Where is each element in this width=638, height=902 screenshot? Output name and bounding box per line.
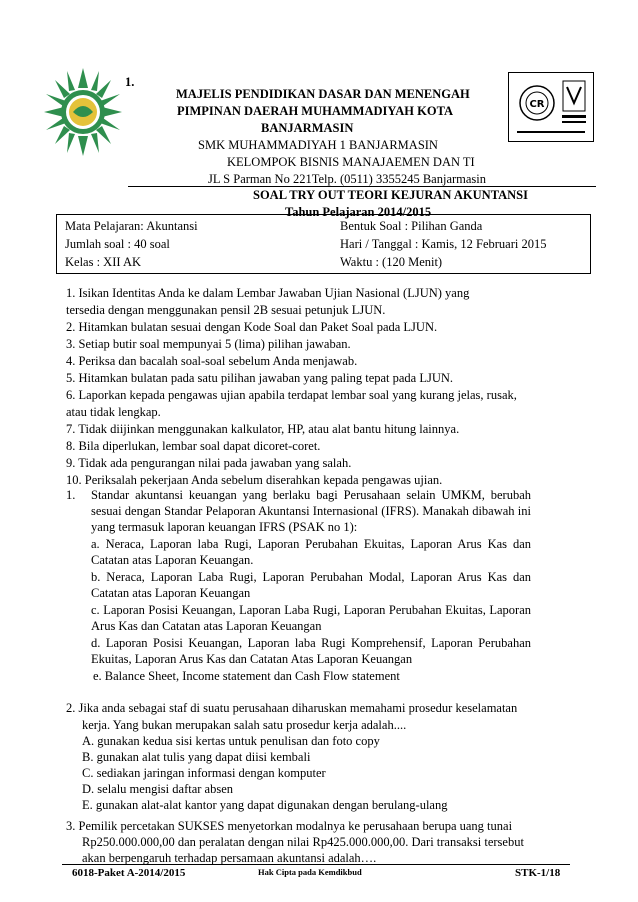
- instruction-item: 4. Periksa dan bacalah soal-soal sebelum Anda menjawab.: [66, 354, 358, 368]
- certification-logos-icon: [508, 72, 594, 142]
- instruction-item: tersedia dengan menggunakan pensil 2B sesuai petunjuk LJUN.: [66, 303, 386, 317]
- muhammadiyah-logo-icon: [42, 66, 124, 158]
- footer-rule: [62, 864, 570, 865]
- exam-year: Tahun Pelajaran 2014/2015: [285, 205, 432, 219]
- footer-right: STK-1/18: [515, 867, 561, 879]
- info-question-count: Jumlah soal : 40 soal: [65, 237, 170, 251]
- instruction-item: 1. Isikan Identitas Anda ke dalam Lembar Jawaban Ujian Nasional (LJUN) yang: [66, 286, 470, 300]
- exam-title: SOAL TRY OUT TEORI KEJURAN AKUNTANSI: [253, 188, 528, 202]
- question-2-option: E. gunakan alat-alat kantor yang dapat digunakan dengan berulang-ulang: [82, 798, 448, 812]
- question-2-options: [82, 733, 448, 813]
- question-1-option-c: c. Laporan Posisi Keuangan, Laporan Laba Rugi, Laporan Perubahan Ekuitas, Laporan Arus Kas dan Catatan atas Laporan Keuangan: [91, 603, 531, 633]
- instructions-list: [66, 285, 517, 488]
- instruction-item: 3. Setiap butir soal mempunyai 5 (lima) pilihan jawaban.: [66, 337, 351, 351]
- question-1-option-d: d. Laporan Posisi Keuangan, Laporan laba Rugi Komprehensif, Laporan Perubahan Ekuitas, Laporan Arus Kas dan Catatan Atas Laporan Keuangan: [91, 636, 531, 666]
- question-2-option: B. gunakan alat tulis yang dapat diisi kembali: [82, 750, 311, 764]
- header-line-6: JL S Parman No 221Telp. (0511) 3355245 Banjarmasin: [208, 172, 487, 186]
- info-class: Kelas : XII AK: [65, 255, 142, 269]
- question-3-line-3: akan berpengaruh terhadap persamaan akuntansi adalah….: [82, 851, 377, 865]
- instruction-item: 8. Bila diperlukan, lembar soal dapat dicoret-coret.: [66, 439, 321, 453]
- svg-text:CR: CR: [529, 99, 545, 110]
- question-1-option-a: a. Neraca, Laporan laba Rugi, Laporan Perubahan Ekuitas, Laporan Arus Kas dan Catatan atas Laporan Keuangan.: [91, 537, 531, 567]
- footer-center: Hak Cipta pada Kemdikbud: [258, 867, 362, 877]
- instruction-item: 5. Hitamkan bulatan pada satu pilihan jawaban yang paling tepat pada LJUN.: [66, 371, 454, 385]
- info-time: Waktu : (120 Menit): [340, 255, 443, 269]
- info-form: Bentuk Soal : Pilihan Ganda: [340, 219, 483, 233]
- instruction-item: 2. Hitamkan bulatan sesuai dengan Kode Soal dan Paket Soal pada LJUN.: [66, 320, 438, 334]
- header-line-2: PIMPINAN DAERAH MUHAMMADIYAH KOTA: [177, 104, 454, 118]
- question-2-option: D. selalu mengisi daftar absen: [82, 782, 233, 796]
- question-1-option-e: e. Balance Sheet, Income statement dan Cash Flow statement: [93, 669, 400, 683]
- header-line-3: BANJARMASIN: [261, 121, 354, 135]
- instruction-item: 10. Periksalah pekerjaan Anda sebelum diserahkan kepada pengawas ujian.: [66, 473, 443, 487]
- footer-left: 6018-Paket A-2014/2015: [72, 867, 186, 879]
- header-line-1: MAJELIS PENDIDIKAN DASAR DAN MENENGAH: [176, 87, 470, 101]
- question-2-option: A. gunakan kedua sisi kertas untuk penulisan dan foto copy: [82, 734, 380, 748]
- question-1-number: 1.: [66, 488, 76, 502]
- info-date: Hari / Tanggal : Kamis, 12 Februari 2015: [340, 237, 547, 251]
- page-number-marker: 1.: [125, 75, 135, 89]
- instruction-item: 7. Tidak diijinkan menggunakan kalkulator, HP, atau alat bantu hitung lainnya.: [66, 422, 460, 436]
- question-2-line-1: 2. Jika anda sebagai staf di suatu perusahaan diharuskan memahami prosedur keselamatan: [66, 701, 518, 715]
- question-1-option-b: b. Neraca, Laporan Laba Rugi, Laporan Perubahan Modal, Laporan Arus Kas dan Catatan atas Laporan Keuangan: [91, 570, 531, 600]
- exam-info-box: [56, 214, 591, 274]
- question-2-line-2: kerja. Yang bukan merupakan salah satu prosedur kerja adalah....: [82, 718, 407, 732]
- question-1-text: Standar akuntansi keuangan yang berlaku bagi Perusahaan selain UMKM, berubah sesuai dengan Standar Pelaporan Akuntansi Internasional (IFRS). Manakah dibawah ini yang termasuk laporan keuangan IFRS (PSAK no 1):: [91, 488, 531, 534]
- header-line-4: SMK MUHAMMADIYAH 1 BANJARMASIN: [198, 138, 438, 152]
- info-subject: Mata Pelajaran: Akuntansi: [65, 219, 198, 233]
- instruction-item: 9. Tidak ada pengurangan nilai pada jawaban yang salah.: [66, 456, 352, 470]
- instruction-item: atau tidak lengkap.: [66, 405, 161, 419]
- question-3-line-1: 3. Pemilik percetakan SUKSES menyetorkan modalnya ke perusahaan berupa uang tunai: [66, 819, 513, 833]
- header-line-5: KELOMPOK BISNIS MANAJAEMEN DAN TI: [227, 155, 475, 169]
- instruction-item: 6. Laporkan kepada pengawas ujian apabila terdapat lembar soal yang kurang jelas, rusak,: [66, 388, 517, 402]
- question-3-line-2: Rp250.000.000,00 dan peralatan dengan nilai Rp425.000.000,00. Dari transaksi tersebut: [82, 835, 524, 849]
- question-2-option: C. sediakan jaringan informasi dengan komputer: [82, 766, 326, 780]
